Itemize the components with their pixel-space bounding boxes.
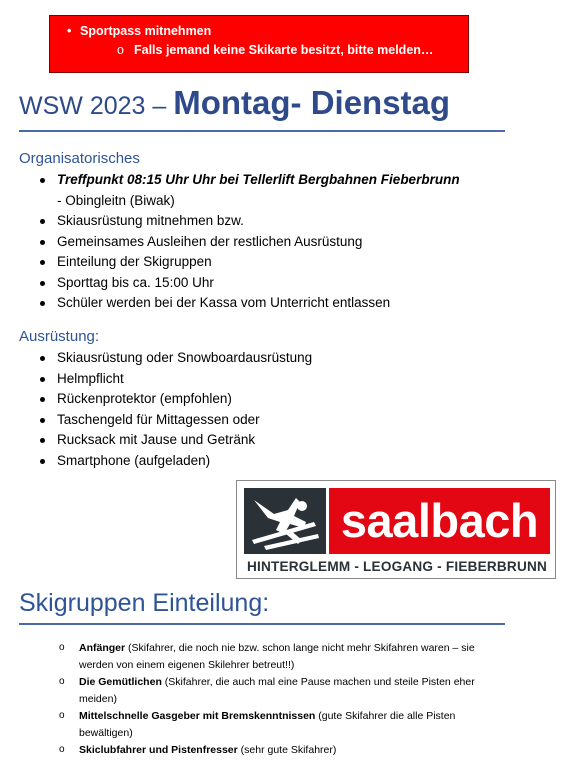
list-item: Rucksack mit Jause und Getränk <box>37 430 467 451</box>
list-item: Rückenprotektor (empfohlen) <box>37 389 467 410</box>
list-item <box>59 640 504 673</box>
list-item: Helmpflicht <box>37 369 467 390</box>
brand-box <box>329 488 550 554</box>
circle-bullet-icon: o <box>59 642 65 653</box>
page-title <box>19 84 450 122</box>
list-item <box>37 170 467 211</box>
brand-subtitle: HINTERGLEMM - LEOGANG - FIEBERBRUNN <box>246 559 547 574</box>
meeting-point-location: - Obingleitn (Biwak) <box>57 192 175 208</box>
saalbach-logo <box>236 480 556 579</box>
group-desc: (sehr gute Skifahrer) <box>237 744 337 756</box>
notice-bullet-line <box>67 24 212 38</box>
section-heading-ausruestung: Ausrüstung: <box>19 328 100 345</box>
group-desc: (gute Skifahrer die alle Pisten bewältigen) <box>79 710 456 739</box>
group-name: Mittelschnelle Gasgeber mit Bremskenntnissen <box>79 710 316 722</box>
skigruppen-list <box>59 640 504 760</box>
brand-name: saalbach <box>340 494 539 547</box>
list-item: Smartphone (aufgeladen) <box>37 451 467 472</box>
list-item <box>59 708 504 741</box>
list-item: Einteilung der Skigruppen <box>37 252 467 273</box>
skigruppen-underline <box>19 623 505 625</box>
meeting-point-text: Treffpunkt 08:15 Uhr Uhr bei Tellerlift Bergbahnen Fieberbrunn <box>57 172 460 187</box>
list-item: Taschengeld für Mittagessen oder <box>37 410 467 431</box>
list-item: Sporttag bis ca. 15:00 Uhr <box>37 273 467 294</box>
group-desc: (Skifahrer, die noch nie bzw. schon lange nicht mehr Skifahren waren – sie werden von einem eigenen Skilehrer betreut!!) <box>79 642 475 671</box>
organisatorisches-list <box>37 170 467 314</box>
circle-bullet-icon: o <box>117 43 124 57</box>
title-underline <box>19 130 505 132</box>
title-main: Montag- Dienstag <box>173 84 451 121</box>
title-prefix: WSW 2023 – <box>19 92 174 120</box>
circle-bullet-icon: o <box>59 744 65 755</box>
notice-sub-line <box>117 43 434 57</box>
group-name: Anfänger <box>79 642 126 654</box>
skier-icon <box>244 488 326 554</box>
list-item: Skiausrüstung mitnehmen bzw. <box>37 211 467 232</box>
circle-bullet-icon: o <box>59 676 65 687</box>
circle-bullet-icon: o <box>59 710 65 721</box>
notice-sub-text: Falls jemand keine Skikarte besitzt, bitte melden… <box>134 43 434 57</box>
section-heading-organisatorisches: Organisatorisches <box>19 150 140 167</box>
section-heading-skigruppen: Skigruppen Einteilung: <box>19 589 270 617</box>
group-desc: (Skifahrer, die auch mal eine Pause machen und steile Pisten eher meiden) <box>79 676 475 705</box>
list-item <box>59 742 504 759</box>
bullet-icon: • <box>67 24 72 38</box>
list-item <box>59 674 504 707</box>
list-item: Schüler werden bei der Kassa vom Unterricht entlassen <box>37 293 467 314</box>
group-name: Skiclubfahrer und Pistenfresser <box>79 744 238 756</box>
list-item: Skiausrüstung oder Snowboardausrüstung <box>37 348 467 369</box>
ausruestung-list <box>37 348 467 471</box>
list-item: Gemeinsames Ausleihen der restlichen Ausrüstung <box>37 232 467 253</box>
group-name: Die Gemütlichen <box>79 676 162 688</box>
notice-box <box>49 15 469 73</box>
notice-bullet-text: Sportpass mitnehmen <box>80 24 212 38</box>
